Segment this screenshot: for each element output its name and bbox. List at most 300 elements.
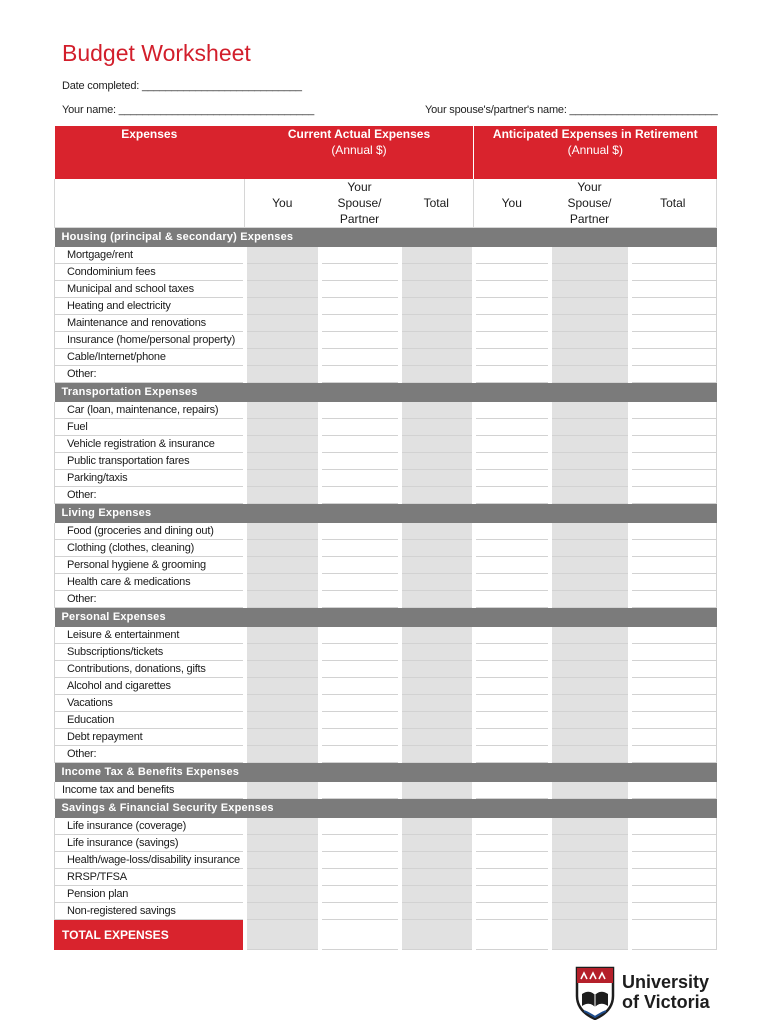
retire-spouse-cell[interactable] [550,746,630,763]
current-total-cell[interactable] [400,886,474,903]
current-total-cell[interactable] [400,402,474,419]
current-you-cell[interactable] [245,886,320,903]
current-total-cell[interactable] [400,869,474,886]
retire-spouse-cell[interactable] [550,782,630,799]
expense-label: Condominium fees [55,264,245,281]
current-spouse-cell[interactable] [320,436,400,453]
table-row [55,886,717,903]
expense-label: Pension plan [55,886,245,903]
current-spouse-cell[interactable] [320,470,400,487]
current-total-cell[interactable] [400,315,474,332]
date-completed-field[interactable]: Date completed: ___________________________ [62,80,302,92]
retire-total-cell[interactable] [630,644,717,661]
retire-spouse-cell[interactable] [550,835,630,852]
retire-you-cell[interactable] [474,366,550,383]
university-logo [574,966,724,1020]
table-row [55,453,717,470]
current-spouse-cell[interactable] [320,627,400,644]
retire-total-cell[interactable] [630,349,717,366]
retire-you-cell[interactable] [474,264,550,281]
current-spouse-cell[interactable] [320,419,400,436]
current-you-cell[interactable] [245,523,320,540]
table-row [55,557,717,574]
retire-you-cell[interactable] [474,402,550,419]
retire-spouse-cell[interactable] [550,729,630,746]
table-row [55,247,717,264]
table-row [55,678,717,695]
table-row [55,729,717,746]
retire-you-cell[interactable] [474,903,550,920]
logo-wordmark: University of Victoria [622,972,710,1012]
current-you-cell[interactable] [245,782,320,799]
retire-total-cell[interactable] [630,419,717,436]
current-total-cell[interactable] [400,264,474,281]
retire-total-cell[interactable] [630,281,717,298]
retire-you-cell[interactable] [474,523,550,540]
current-you-cell[interactable] [245,487,320,504]
total-current-total-cell[interactable] [400,920,474,950]
current-total-cell[interactable] [400,835,474,852]
section-title: Personal Expenses [55,608,717,627]
retire-total-cell[interactable] [630,678,717,695]
retire-total-cell[interactable] [630,436,717,453]
retire-spouse-cell[interactable] [550,852,630,869]
total-row [55,920,717,950]
total-expenses-label: TOTAL EXPENSES [55,920,245,950]
section-title: Housing (principal & secondary) Expenses [55,228,717,247]
current-total-cell[interactable] [400,540,474,557]
uvic-crest-icon [574,966,616,1020]
retire-you-cell[interactable] [474,746,550,763]
current-you-cell[interactable] [245,366,320,383]
current-spouse-cell[interactable] [320,869,400,886]
retire-total-cell[interactable] [630,835,717,852]
retire-you-cell[interactable] [474,886,550,903]
retire-you-cell[interactable] [474,453,550,470]
retire-spouse-cell[interactable] [550,591,630,608]
retire-total-cell[interactable] [630,557,717,574]
retire-spouse-cell[interactable] [550,402,630,419]
retire-you-cell[interactable] [474,869,550,886]
current-you-cell[interactable] [245,661,320,678]
expense-label: Health/wage-loss/disability insurance [55,852,245,869]
expense-label: Education [55,712,245,729]
current-spouse-cell[interactable] [320,591,400,608]
expense-label: Debt repayment [55,729,245,746]
retire-total-cell[interactable] [630,540,717,557]
expense-label: Mortgage/rent [55,247,245,264]
current-spouse-cell[interactable] [320,712,400,729]
current-spouse-cell[interactable] [320,453,400,470]
table-row [55,782,717,799]
retire-spouse-cell[interactable] [550,574,630,591]
current-you-cell[interactable] [245,591,320,608]
retire-total-cell[interactable] [630,247,717,264]
retire-spouse-cell[interactable] [550,661,630,678]
current-you-cell[interactable] [245,298,320,315]
retire-total-cell[interactable] [630,729,717,746]
current-total-cell[interactable] [400,470,474,487]
current-you-cell[interactable] [245,453,320,470]
current-total-cell[interactable] [400,419,474,436]
current-spouse-cell[interactable] [320,678,400,695]
expense-label: Other: [55,366,245,383]
table-row [55,349,717,366]
retire-spouse-cell[interactable] [550,712,630,729]
retire-spouse-cell[interactable] [550,436,630,453]
current-total-cell[interactable] [400,903,474,920]
current-total-cell[interactable] [400,436,474,453]
expense-label: Non-registered savings [55,903,245,920]
retire-you-cell[interactable] [474,436,550,453]
table-row [55,591,717,608]
retire-you-cell[interactable] [474,332,550,349]
current-total-cell[interactable] [400,591,474,608]
retire-total-cell[interactable] [630,487,717,504]
current-total-cell[interactable] [400,729,474,746]
retire-you-cell[interactable] [474,470,550,487]
retire-spouse-cell[interactable] [550,419,630,436]
current-spouse-cell[interactable] [320,695,400,712]
retire-spouse-cell[interactable] [550,470,630,487]
current-total-cell[interactable] [400,695,474,712]
retire-you-cell[interactable] [474,315,550,332]
expense-label: Parking/taxis [55,470,245,487]
current-total-cell[interactable] [400,247,474,264]
current-you-cell[interactable] [245,729,320,746]
current-you-cell[interactable] [245,470,320,487]
table-row [55,574,717,591]
table-row [55,835,717,852]
expense-label: Income tax and benefits [55,782,245,799]
retire-spouse-cell[interactable] [550,332,630,349]
section-header [55,799,717,818]
expense-label: Life insurance (coverage) [55,818,245,835]
retire-total-cell[interactable] [630,627,717,644]
retire-you-cell[interactable] [474,661,550,678]
section-title: Living Expenses [55,504,717,523]
current-total-cell[interactable] [400,349,474,366]
retire-spouse-cell[interactable] [550,366,630,383]
retire-total-cell[interactable] [630,366,717,383]
current-you-cell[interactable] [245,540,320,557]
current-you-cell[interactable] [245,903,320,920]
current-total-header: Total [400,179,474,228]
section-title: Savings & Financial Security Expenses [55,799,717,818]
current-total-cell[interactable] [400,712,474,729]
current-spouse-cell[interactable] [320,644,400,661]
current-total-cell[interactable] [400,678,474,695]
expense-label: Leisure & entertainment [55,627,245,644]
retire-you-cell[interactable] [474,782,550,799]
total-current-you-cell[interactable] [245,920,320,950]
table-row [55,366,717,383]
current-spouse-cell[interactable] [320,366,400,383]
retire-you-cell[interactable] [474,419,550,436]
current-total-cell[interactable] [400,661,474,678]
retire-you-cell[interactable] [474,818,550,835]
retirement-expenses-header: Anticipated Expenses in Retirement (Annual $) [474,126,717,179]
retire-total-header: Total [630,179,717,228]
current-spouse-cell[interactable] [320,661,400,678]
expense-label: Life insurance (savings) [55,835,245,852]
current-spouse-cell[interactable] [320,487,400,504]
current-total-cell[interactable] [400,818,474,835]
retire-spouse-cell[interactable] [550,487,630,504]
current-spouse-cell[interactable] [320,315,400,332]
retire-total-cell[interactable] [630,591,717,608]
retire-total-cell[interactable] [630,852,717,869]
current-you-cell[interactable] [245,281,320,298]
current-expenses-header: Current Actual Expenses (Annual $) [245,126,474,179]
table-row [55,661,717,678]
retire-spouse-cell[interactable] [550,453,630,470]
current-you-cell[interactable] [245,402,320,419]
retire-you-cell[interactable] [474,574,550,591]
table-row [55,540,717,557]
total-current-spouse-cell[interactable] [320,920,400,950]
current-total-cell[interactable] [400,366,474,383]
retire-total-cell[interactable] [630,574,717,591]
retire-you-cell[interactable] [474,281,550,298]
retire-spouse-cell[interactable] [550,678,630,695]
section-title: Income Tax & Benefits Expenses [55,763,717,782]
current-spouse-cell[interactable] [320,818,400,835]
retire-spouse-header: Your Spouse/ Partner [550,179,630,228]
retire-you-cell[interactable] [474,729,550,746]
retire-spouse-cell[interactable] [550,247,630,264]
retire-total-cell[interactable] [630,402,717,419]
expense-label: Food (groceries and dining out) [55,523,245,540]
retire-spouse-cell[interactable] [550,695,630,712]
current-total-cell[interactable] [400,487,474,504]
retire-total-cell[interactable] [630,298,717,315]
current-spouse-cell[interactable] [320,557,400,574]
current-spouse-cell[interactable] [320,540,400,557]
current-you-cell[interactable] [245,835,320,852]
section-header [55,228,717,247]
current-you-cell[interactable] [245,695,320,712]
current-total-cell[interactable] [400,782,474,799]
current-you-cell[interactable] [245,644,320,661]
current-total-cell[interactable] [400,852,474,869]
current-you-cell[interactable] [245,574,320,591]
expenses-header: Expenses [55,126,245,179]
table-row [55,852,717,869]
retire-total-cell[interactable] [630,315,717,332]
current-you-cell[interactable] [245,247,320,264]
total-retire-you-cell[interactable] [474,920,550,950]
retire-you-cell[interactable] [474,349,550,366]
retire-spouse-cell[interactable] [550,903,630,920]
section-header [55,504,717,523]
expense-label: Public transportation fares [55,453,245,470]
retire-you-cell[interactable] [474,627,550,644]
retire-spouse-cell[interactable] [550,557,630,574]
table-row [55,523,717,540]
current-spouse-cell[interactable] [320,782,400,799]
expense-label: RRSP/TFSA [55,869,245,886]
retire-you-cell[interactable] [474,247,550,264]
your-name-field[interactable]: Your name: _________________________________ [62,104,314,116]
retire-spouse-cell[interactable] [550,886,630,903]
retire-total-cell[interactable] [630,746,717,763]
section-header [55,608,717,627]
table-row [55,712,717,729]
retire-you-cell[interactable] [474,678,550,695]
current-spouse-cell[interactable] [320,729,400,746]
retire-total-cell[interactable] [630,886,717,903]
section-title: Transportation Expenses [55,383,717,402]
spouse-name-field[interactable]: Your spouse's/partner's name: _________________________ [425,104,718,116]
retire-you-cell[interactable] [474,852,550,869]
current-total-cell[interactable] [400,627,474,644]
retire-total-cell[interactable] [630,470,717,487]
table-row [55,332,717,349]
table-body [55,228,717,950]
expense-label: Other: [55,746,245,763]
current-spouse-cell[interactable] [320,298,400,315]
retire-total-cell[interactable] [630,264,717,281]
table-row [55,264,717,281]
page-title: Budget Worksheet [62,40,251,66]
current-total-cell[interactable] [400,557,474,574]
retire-spouse-cell[interactable] [550,315,630,332]
current-spouse-cell[interactable] [320,903,400,920]
retire-spouse-cell[interactable] [550,818,630,835]
table-row [55,470,717,487]
expense-label: Other: [55,591,245,608]
table-row [55,644,717,661]
current-you-cell[interactable] [245,852,320,869]
current-spouse-cell[interactable] [320,402,400,419]
retire-spouse-cell[interactable] [550,869,630,886]
table-row [55,315,717,332]
section-header [55,763,717,782]
retire-spouse-cell[interactable] [550,523,630,540]
retire-you-cell[interactable] [474,487,550,504]
current-you-cell[interactable] [245,678,320,695]
retire-total-cell[interactable] [630,782,717,799]
table-row [55,746,717,763]
table-row [55,402,717,419]
current-total-cell[interactable] [400,644,474,661]
expense-label: Municipal and school taxes [55,281,245,298]
retire-you-cell[interactable] [474,540,550,557]
current-spouse-cell[interactable] [320,523,400,540]
expense-label: Clothing (clothes, cleaning) [55,540,245,557]
current-spouse-cell[interactable] [320,332,400,349]
current-total-cell[interactable] [400,281,474,298]
current-you-cell[interactable] [245,332,320,349]
current-spouse-cell[interactable] [320,886,400,903]
retire-you-cell[interactable] [474,835,550,852]
expense-label: Fuel [55,419,245,436]
current-you-cell[interactable] [245,349,320,366]
column-header-row [55,179,717,228]
retire-total-cell[interactable] [630,453,717,470]
table-row [55,818,717,835]
expense-label: Maintenance and renovations [55,315,245,332]
retire-you-cell[interactable] [474,695,550,712]
current-total-cell[interactable] [400,332,474,349]
retire-you-cell[interactable] [474,712,550,729]
current-total-cell[interactable] [400,574,474,591]
current-spouse-cell[interactable] [320,852,400,869]
retire-you-cell[interactable] [474,557,550,574]
current-you-cell[interactable] [245,264,320,281]
table-row [55,487,717,504]
expense-label: Alcohol and cigarettes [55,678,245,695]
retire-total-cell[interactable] [630,523,717,540]
current-you-cell[interactable] [245,557,320,574]
total-retire-total-cell[interactable] [630,920,717,950]
retire-you-cell[interactable] [474,591,550,608]
expense-label: Insurance (home/personal property) [55,332,245,349]
current-total-cell[interactable] [400,746,474,763]
current-total-cell[interactable] [400,298,474,315]
expense-label: Contributions, donations, gifts [55,661,245,678]
retire-spouse-cell[interactable] [550,298,630,315]
retire-total-cell[interactable] [630,712,717,729]
retire-you-cell[interactable] [474,298,550,315]
retire-total-cell[interactable] [630,818,717,835]
current-spouse-cell[interactable] [320,746,400,763]
expense-label: Other: [55,487,245,504]
expense-label: Personal hygiene & grooming [55,557,245,574]
current-spouse-header: Your Spouse/ Partner [320,179,400,228]
retire-total-cell[interactable] [630,695,717,712]
retire-total-cell[interactable] [630,903,717,920]
retire-spouse-cell[interactable] [550,264,630,281]
retire-spouse-cell[interactable] [550,349,630,366]
current-you-cell[interactable] [245,419,320,436]
table-row [55,281,717,298]
current-you-cell[interactable] [245,712,320,729]
budget-table [54,126,717,950]
current-spouse-cell[interactable] [320,835,400,852]
current-you-cell[interactable] [245,746,320,763]
table-row [55,869,717,886]
retire-total-cell[interactable] [630,332,717,349]
retire-spouse-cell[interactable] [550,627,630,644]
expense-label: Health care & medications [55,574,245,591]
current-you-cell[interactable] [245,818,320,835]
current-you-cell[interactable] [245,436,320,453]
current-total-cell[interactable] [400,523,474,540]
current-you-cell[interactable] [245,315,320,332]
retire-you-header: You [474,179,550,228]
retire-spouse-cell[interactable] [550,281,630,298]
current-spouse-cell[interactable] [320,574,400,591]
current-spouse-cell[interactable] [320,247,400,264]
current-spouse-cell[interactable] [320,349,400,366]
retire-spouse-cell[interactable] [550,644,630,661]
current-spouse-cell[interactable] [320,264,400,281]
retire-spouse-cell[interactable] [550,540,630,557]
table-row [55,903,717,920]
expense-label: Cable/Internet/phone [55,349,245,366]
current-you-cell[interactable] [245,869,320,886]
total-retire-spouse-cell[interactable] [550,920,630,950]
current-you-cell[interactable] [245,627,320,644]
expense-label: Car (loan, maintenance, repairs) [55,402,245,419]
retire-total-cell[interactable] [630,869,717,886]
retire-total-cell[interactable] [630,661,717,678]
current-spouse-cell[interactable] [320,281,400,298]
retire-you-cell[interactable] [474,644,550,661]
current-total-cell[interactable] [400,453,474,470]
